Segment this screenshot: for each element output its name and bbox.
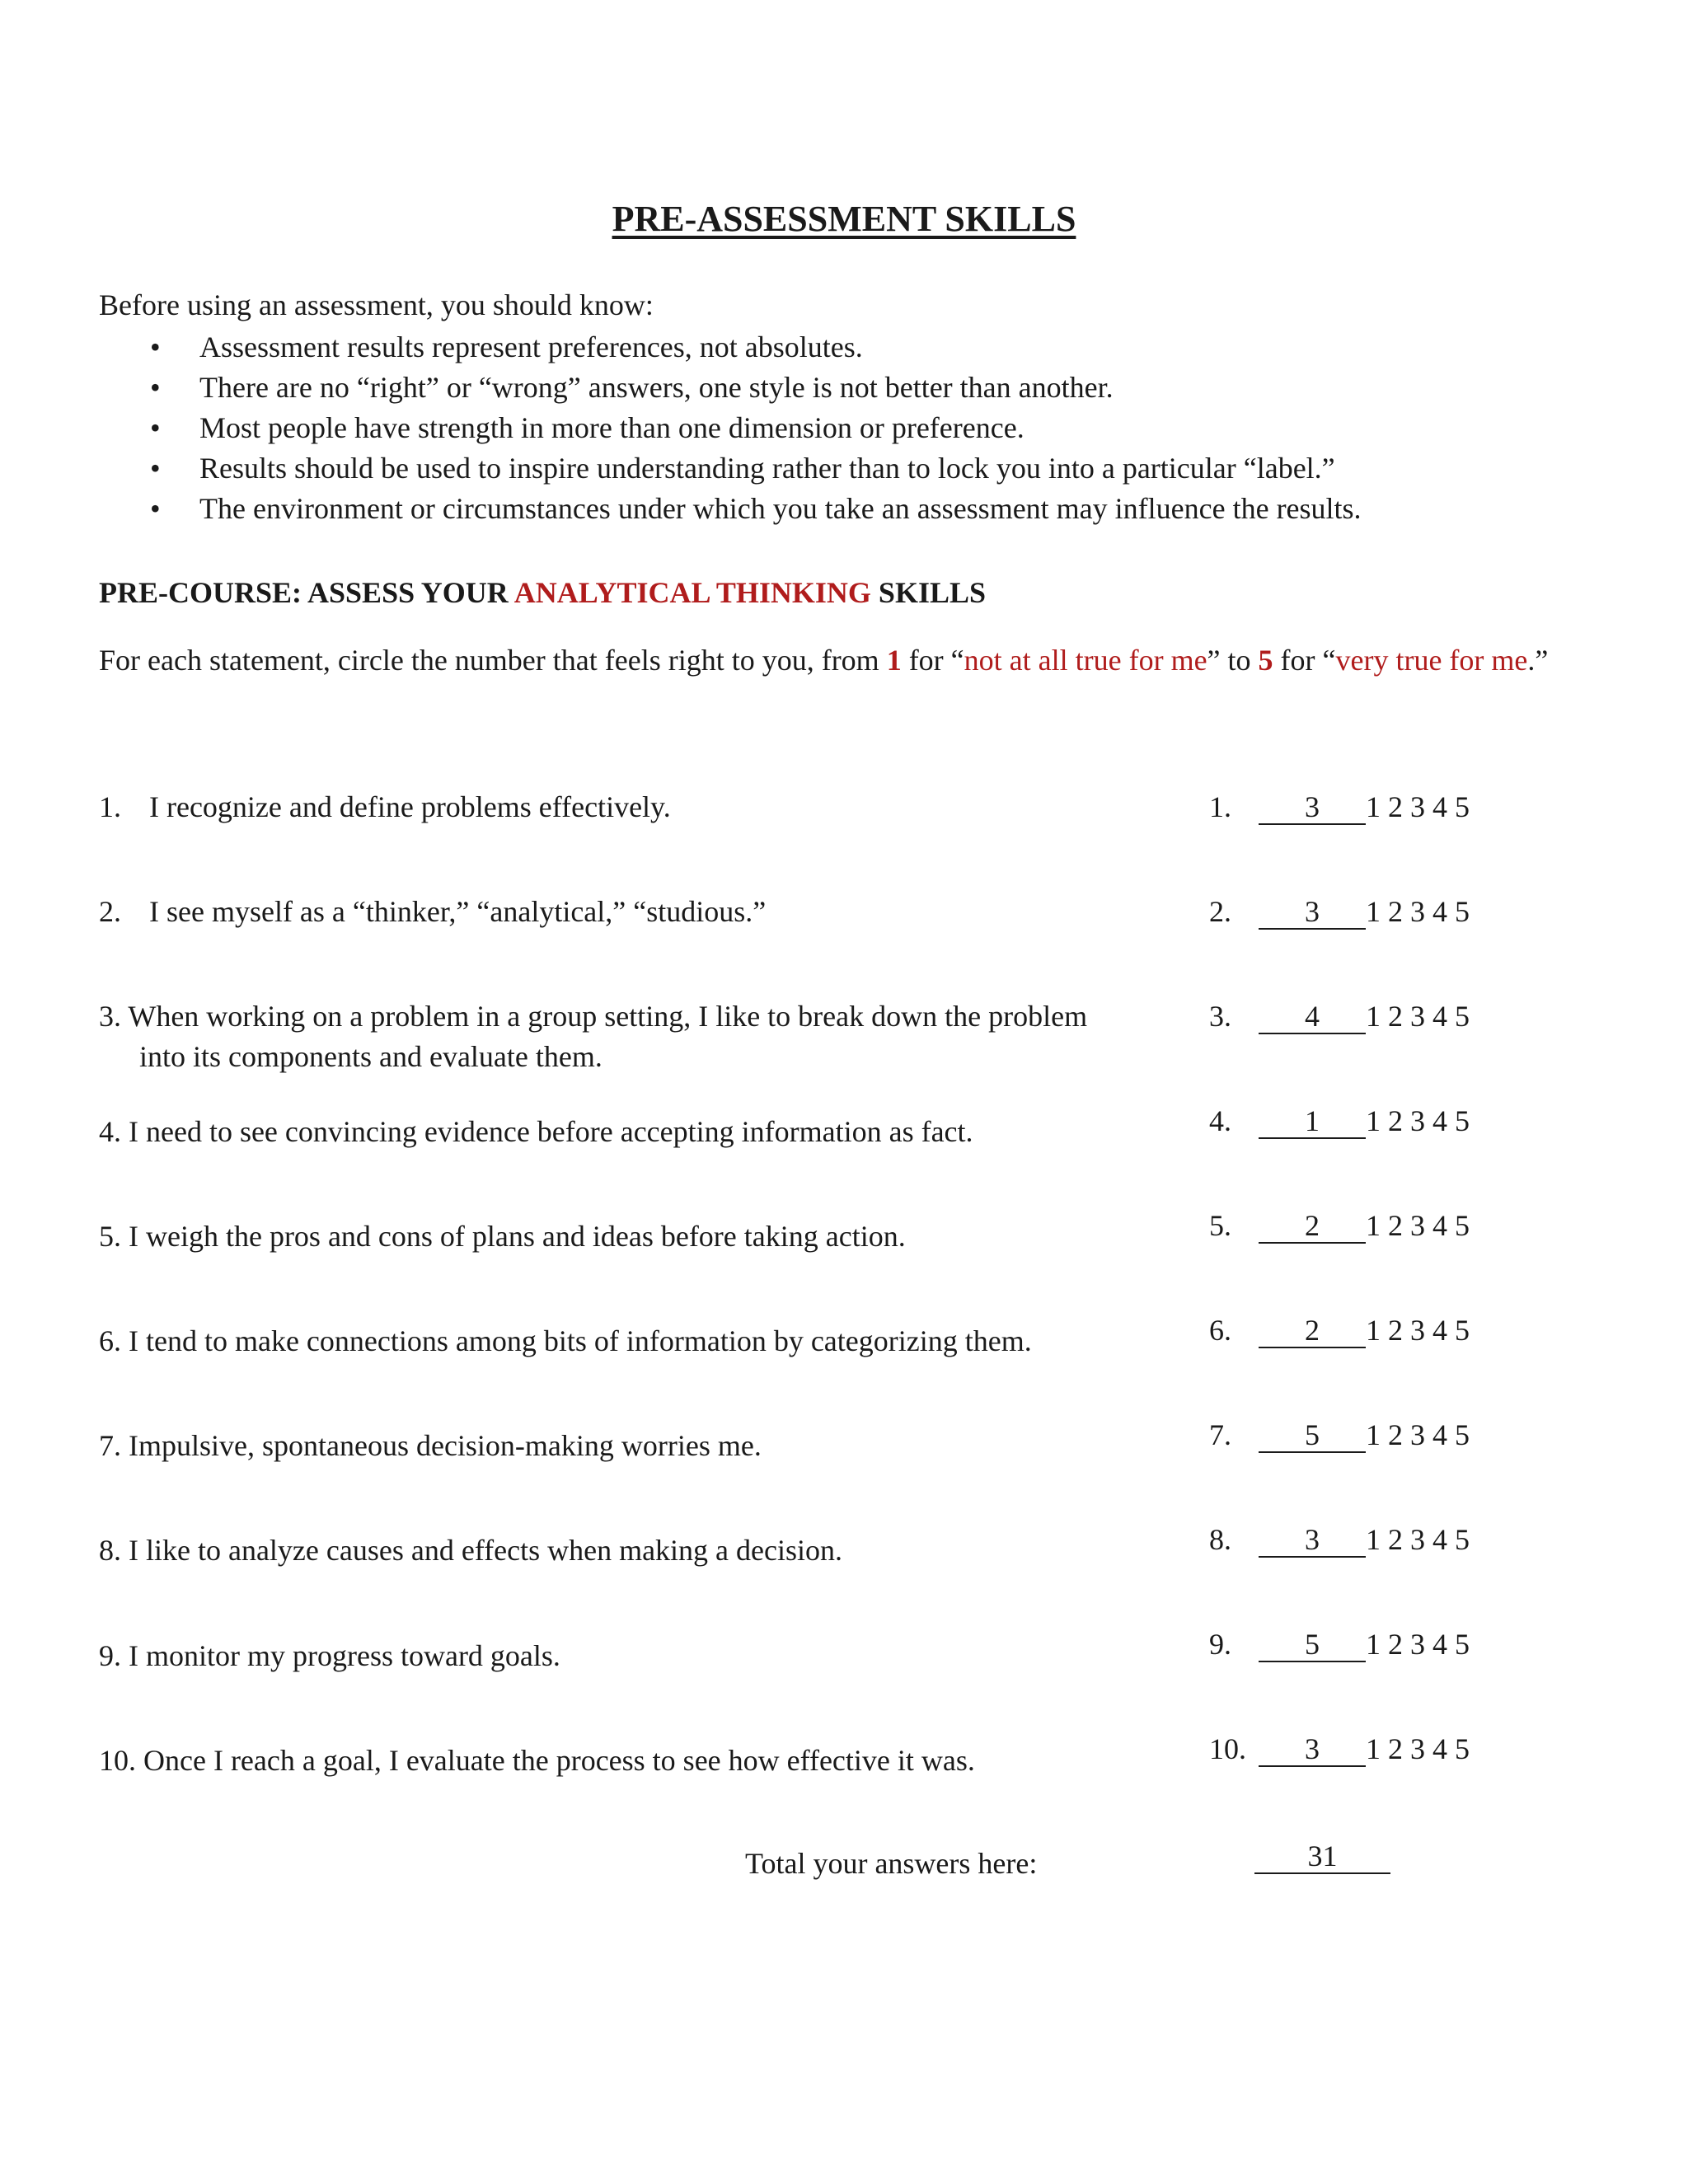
- answer-number: 6.: [1209, 1314, 1231, 1347]
- bullet-item: The environment or circumstances under which you take an assessment may influence the results.: [199, 492, 1362, 525]
- bullet-icon: •: [150, 452, 161, 485]
- answer-blank[interactable]: 3: [1259, 897, 1366, 930]
- answer-blank[interactable]: 4: [1259, 1001, 1366, 1034]
- rating-scale: 1 2 3 4 5: [1366, 1628, 1470, 1661]
- section-heading: PRE-COURSE: ASSESS YOUR ANALYTICAL THINKING SKILLS: [99, 576, 986, 609]
- bullet-icon: •: [150, 371, 161, 404]
- answer-blank[interactable]: 1: [1259, 1106, 1366, 1139]
- total-blank[interactable]: 31: [1254, 1841, 1390, 1874]
- answer-row: [1209, 894, 1470, 930]
- answer-row: [1209, 1104, 1470, 1139]
- answer-blank[interactable]: 5: [1259, 1420, 1366, 1453]
- question-text: I see myself as a “thinker,” “analytical,” “studious.”: [149, 895, 767, 928]
- answer-blank[interactable]: 3: [1259, 792, 1366, 825]
- rating-scale: 1 2 3 4 5: [1366, 1523, 1470, 1556]
- rating-scale: 1 2 3 4 5: [1366, 1000, 1470, 1033]
- question-text: 4. I need to see convincing evidence before accepting information as fact.: [99, 1115, 973, 1148]
- rating-scale: 1 2 3 4 5: [1366, 895, 1470, 928]
- bullet-item: Assessment results represent preferences, not absolutes.: [199, 330, 863, 363]
- question-text: 5. I weigh the pros and cons of plans and ideas before taking action.: [99, 1220, 906, 1253]
- answer-row: [1209, 1522, 1470, 1558]
- question-number: 2.: [99, 895, 121, 928]
- answer-row: [1209, 1627, 1470, 1662]
- answer-row: [1209, 999, 1470, 1034]
- total-label: Total your answers here:: [745, 1847, 1038, 1880]
- answer-number: 9.: [1209, 1628, 1231, 1661]
- question-text: 6. I tend to make connections among bits of information by categorizing them.: [99, 1324, 1032, 1357]
- answer-number: 10.: [1209, 1732, 1246, 1765]
- answer-row: [1209, 1732, 1470, 1767]
- answer-number: 8.: [1209, 1523, 1231, 1556]
- intro-text: Before using an assessment, you should know:: [99, 288, 654, 321]
- bullet-icon: •: [150, 330, 161, 363]
- answer-blank[interactable]: 5: [1259, 1629, 1366, 1662]
- question-text-continued: into its components and evaluate them.: [139, 1040, 603, 1073]
- question-text: I recognize and define problems effectively.: [149, 790, 671, 823]
- bullet-icon: •: [150, 411, 161, 444]
- answer-row: [1209, 1313, 1470, 1348]
- page-title: PRE-ASSESSMENT SKILLS: [612, 199, 1076, 239]
- answer-row: [1209, 1208, 1470, 1244]
- rating-scale: 1 2 3 4 5: [1366, 790, 1470, 823]
- answer-number: 5.: [1209, 1209, 1231, 1242]
- answer-row: [1209, 790, 1470, 825]
- question-text: 9. I monitor my progress toward goals.: [99, 1639, 560, 1672]
- answer-number: 1.: [1209, 790, 1231, 823]
- question-text: 7. Impulsive, spontaneous decision-making worries me.: [99, 1429, 762, 1462]
- answer-number: 3.: [1209, 1000, 1231, 1033]
- bullet-icon: •: [150, 492, 161, 525]
- total-answer: [1254, 1839, 1390, 1874]
- rating-scale: 1 2 3 4 5: [1366, 1732, 1470, 1765]
- answer-number: 4.: [1209, 1104, 1231, 1137]
- rating-scale: 1 2 3 4 5: [1366, 1314, 1470, 1347]
- answer-blank[interactable]: 3: [1259, 1525, 1366, 1558]
- bullet-item: Results should be used to inspire understanding rather than to lock you into a particular “label.”: [199, 452, 1335, 485]
- answer-number: 7.: [1209, 1418, 1231, 1451]
- answer-row: [1209, 1418, 1470, 1453]
- answer-blank[interactable]: 3: [1259, 1734, 1366, 1767]
- question-number: 1.: [99, 790, 121, 823]
- question-text: 8. I like to analyze causes and effects when making a decision.: [99, 1534, 843, 1567]
- question-text: 10. Once I reach a goal, I evaluate the process to see how effective it was.: [99, 1744, 975, 1777]
- rating-scale: 1 2 3 4 5: [1366, 1418, 1470, 1451]
- answer-number: 2.: [1209, 895, 1231, 928]
- section-heading-highlight: ANALYTICAL THINKING: [513, 576, 871, 609]
- bullet-item: There are no “right” or “wrong” answers, one style is not better than another.: [199, 371, 1114, 404]
- answer-blank[interactable]: 2: [1259, 1315, 1366, 1348]
- instruction-text: For each statement, circle the number that feels right to you, from 1 for “not at all true for me” to 5 for “very true for me.”: [99, 644, 1549, 677]
- answer-blank[interactable]: 2: [1259, 1211, 1366, 1244]
- bullet-item: Most people have strength in more than one dimension or preference.: [199, 411, 1025, 444]
- question-text: 3. When working on a problem in a group setting, I like to break down the problem: [99, 1000, 1088, 1033]
- rating-scale: 1 2 3 4 5: [1366, 1104, 1470, 1137]
- rating-scale: 1 2 3 4 5: [1366, 1209, 1470, 1242]
